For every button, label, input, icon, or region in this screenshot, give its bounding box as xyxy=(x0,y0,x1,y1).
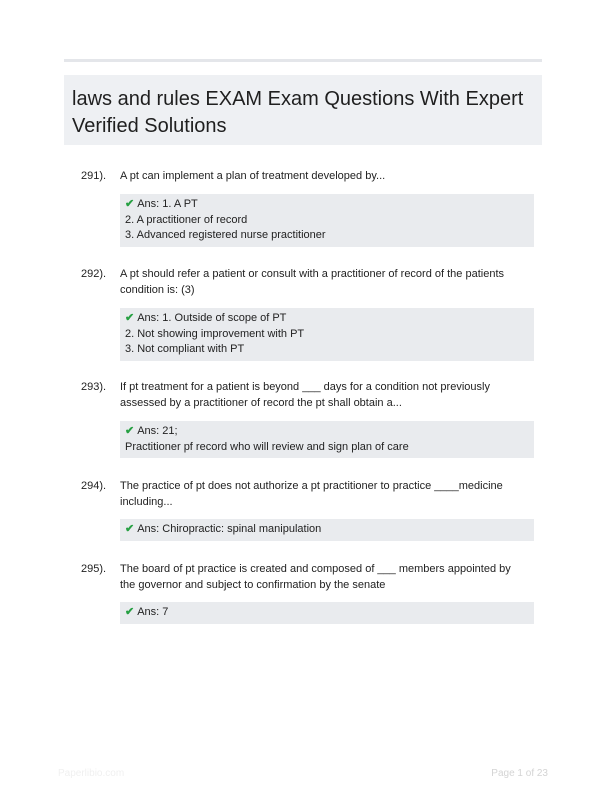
answer-box xyxy=(120,194,534,247)
question-number: 291). xyxy=(81,170,107,182)
answer-line: ✔ Ans: 21; xyxy=(125,424,529,440)
question-number: 295). xyxy=(81,563,107,575)
question-text: If pt treatment for a patient is beyond ___ days for a condition not previously assessed by a practitioner of record the pt shall obtain a... xyxy=(120,381,490,409)
footer-watermark: Paperlibio.com xyxy=(58,768,125,779)
answer-line: 2. A practitioner of record xyxy=(125,213,248,226)
check-icon: ✔ xyxy=(125,312,135,324)
question-number: 293). xyxy=(81,381,107,393)
answer-line: ✔ Ans: Chiropractic: spinal manipulation xyxy=(125,522,529,538)
question-text: The practice of pt does not authorize a pt practitioner to practice ____medicine including... xyxy=(120,480,503,508)
check-icon: ✔ xyxy=(125,425,135,437)
answer-box xyxy=(120,519,534,541)
check-icon: ✔ xyxy=(125,606,135,618)
answer-line: ✔ Ans: 7 xyxy=(125,605,529,621)
answer-line: ✔ Ans: 1. A PT xyxy=(125,197,529,213)
question-text: The board of pt practice is created and composed of ___ members appointed by the governor and subject to confirmation by the senate xyxy=(120,563,511,591)
question-text: A pt can implement a plan of treatment developed by... xyxy=(120,170,386,182)
answer-line: 2. Not showing improvement with PT xyxy=(125,327,305,340)
answer-box xyxy=(120,602,534,624)
answer-line: ✔ Ans: 1. Outside of scope of PT xyxy=(125,311,529,327)
title-banner xyxy=(64,75,542,145)
question-number: 292). xyxy=(81,268,107,280)
check-icon: ✔ xyxy=(125,198,135,210)
check-icon: ✔ xyxy=(125,523,135,535)
question-text: A pt should refer a patient or consult with a practitioner of record of the patients condition is: (3) xyxy=(120,268,504,296)
answer-line: 3. Advanced registered nurse practitioner xyxy=(125,229,326,241)
question-number: 294). xyxy=(81,480,107,492)
page-title: laws and rules EXAM Exam Questions With Expert Verified Solutions xyxy=(72,88,524,137)
top-divider xyxy=(64,59,542,62)
answer-box xyxy=(120,421,534,458)
answer-line: Practitioner pf record who will review and sign plan of care xyxy=(125,440,409,453)
answer-box xyxy=(120,308,534,361)
answer-line: 3. Not compliant with PT xyxy=(125,343,245,355)
page-indicator: Page 1 of 23 xyxy=(491,768,548,779)
